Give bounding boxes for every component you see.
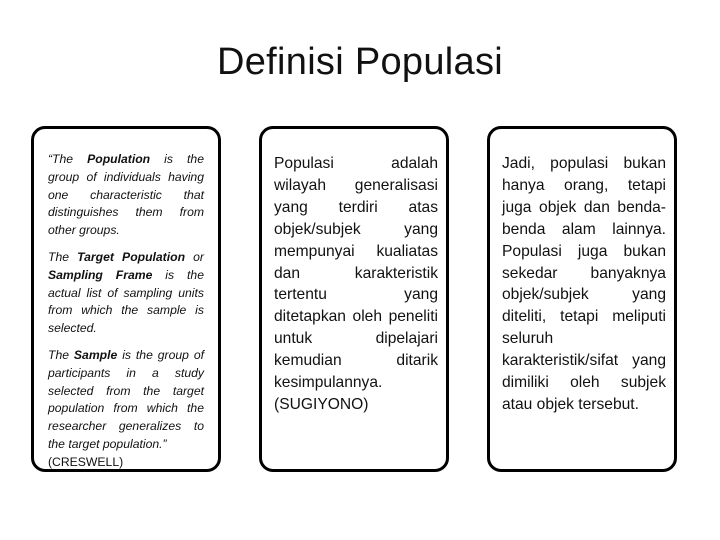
sugiyono-definition: Populasi adalah wilayah generalisasi yang terdiri atas objek/subjek yang mempunyai kualiatas dan karakteristik tertentu yang ditetapkan oleh peneliti untuk dipelajari kemudian ditarik kesimpulannya. (SUGIYONO) — [274, 155, 438, 413]
sample-text: is the group of participants in a study selected from the target population from which the researcher generalizes to the target population.” — [48, 347, 205, 451]
creswell-citation: (CRESWELL) — [48, 454, 124, 469]
conclusion-text: Jadi, populasi bukan hanya orang, tetapi juga objek dan benda-benda alam lainnya. Populasi juga bukan sekedar banyaknya objek/subjek yang diteliti, tetapi meliputi seluruh karakteristik/sifat yang dimiliki oleh subjek atau objek tersebut. — [502, 155, 666, 413]
sampling-frame-term: Sampling Frame — [48, 267, 153, 282]
population-open: “The — [48, 152, 88, 166]
target-population-definition — [48, 249, 204, 338]
target-population-open: The — [48, 249, 78, 264]
population-text: is the group of individuals having one characteristic that distinguishes them from other groups. — [48, 152, 204, 238]
slide-title: Definisi Populasi — [216, 41, 504, 83]
conclusion-box — [487, 126, 677, 472]
definition-box-creswell — [31, 126, 221, 472]
target-population-term: Target Population — [77, 249, 186, 264]
population-definition — [48, 151, 204, 240]
definition-box-sugiyono — [259, 126, 449, 472]
sample-open: The — [48, 347, 74, 362]
sample-definition — [48, 347, 204, 472]
target-population-text: is the actual list of sampling units from which the sample is selected. — [48, 267, 204, 336]
creswell-definitions — [48, 151, 204, 472]
target-population-mid: or — [185, 249, 204, 264]
sample-term: Sample — [73, 347, 118, 362]
population-term: Population — [87, 152, 151, 166]
